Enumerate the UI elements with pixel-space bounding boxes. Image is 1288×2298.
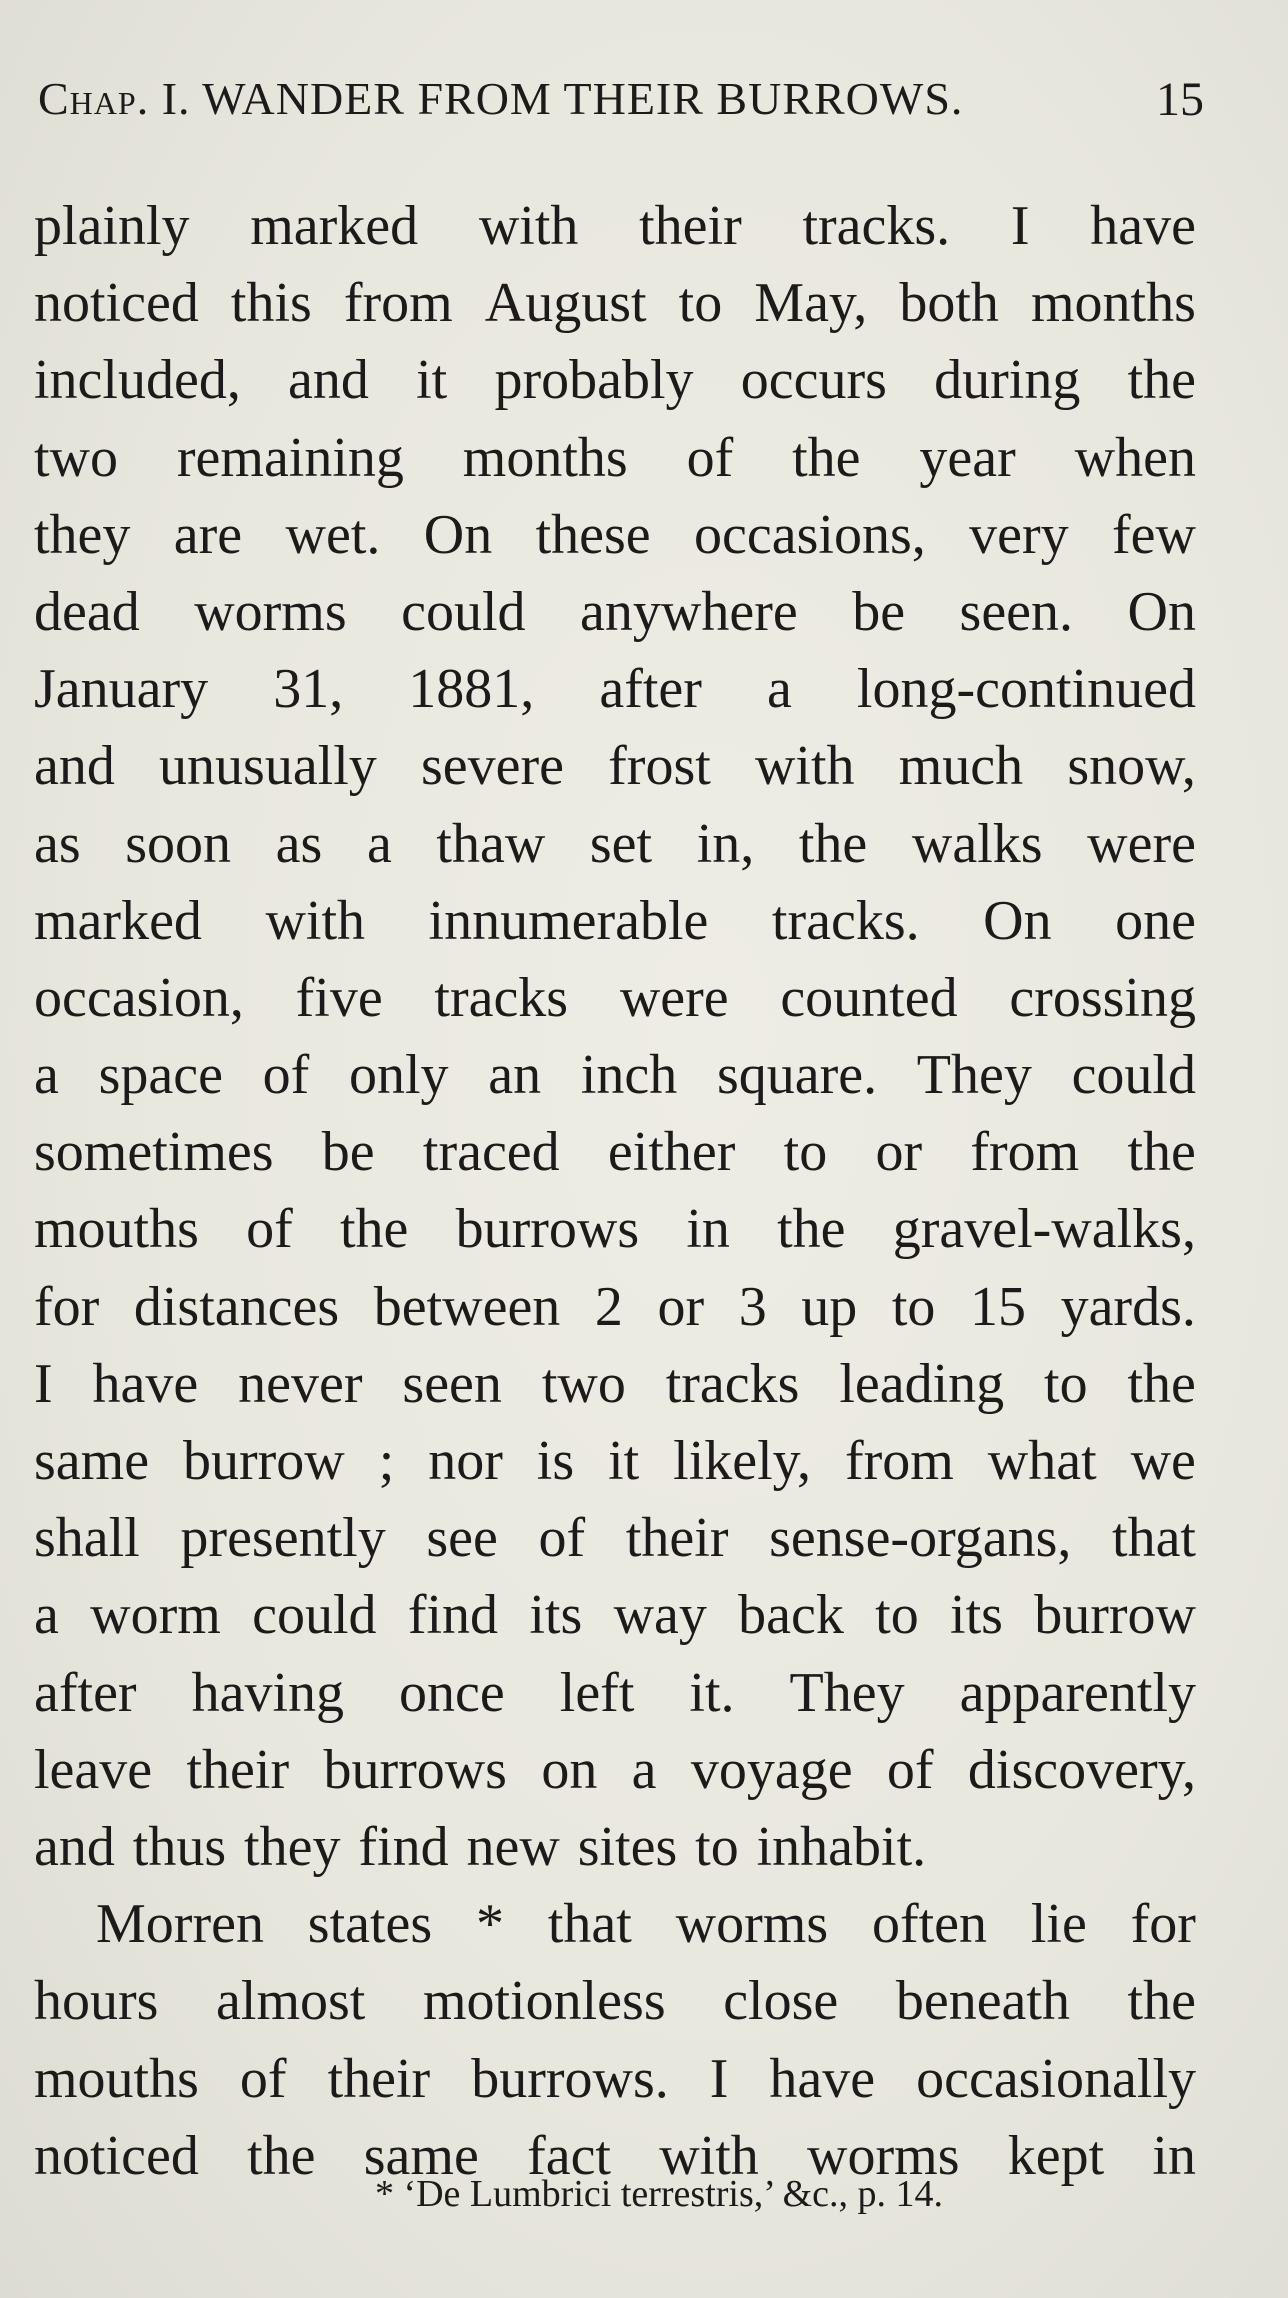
word: could [1071,1044,1196,1107]
text-line [34,1037,1196,1114]
word: noticed [34,272,199,335]
word: are [173,503,243,566]
word: discovery, [967,1738,1196,1801]
word: from [970,1121,1080,1184]
word: between [373,1275,561,1338]
word: have [769,2047,876,2110]
word: burrow [183,1430,345,1492]
word: the [1127,1352,1196,1415]
word: its [950,1584,1003,1647]
word: worms [675,1893,829,1956]
text-line [34,265,1196,342]
word: year [919,426,1016,489]
word: be [852,580,906,643]
word: as [275,812,323,875]
word: its [529,1584,583,1647]
word: fact [527,2124,611,2187]
word: likely, [673,1430,812,1492]
word: way [613,1584,707,1647]
word: two [34,426,118,489]
word: They [789,1661,905,1724]
word: we [1130,1430,1196,1492]
text-line [34,497,1196,574]
text-line [34,1577,1196,1654]
word: remaining [176,426,404,489]
word: to [695,1815,739,1878]
word: their [639,195,742,257]
text-line [34,1963,1196,2040]
word: severe [420,735,564,798]
word: only [348,1044,449,1107]
word: seen [402,1352,502,1415]
word: mouths [34,2047,199,2110]
word: shall [34,1507,140,1570]
word: this [230,272,312,335]
word: new [466,1815,560,1878]
running-title: Chap. I. WANDER FROM THEIR BURROWS. [38,73,964,124]
word: they [244,1815,341,1878]
word: marked [34,889,202,952]
word: frost [608,735,711,798]
word: snow, [1067,735,1196,798]
text-line [34,1886,1196,1963]
word: motionless [422,1970,666,2033]
word: May, [754,272,868,335]
word: a [366,812,392,875]
word: or [875,1121,923,1184]
word: much [898,735,1024,798]
word: were [1087,812,1196,875]
text-line [34,728,1196,805]
word: traced [422,1121,560,1184]
text-line [34,1114,1196,1191]
text-line [34,1500,1196,1577]
word: left [559,1661,635,1724]
word: marked [250,195,419,257]
word: nor [428,1430,503,1492]
word: could [252,1584,377,1647]
word: occasionally [916,2047,1196,2110]
word: is [536,1430,575,1492]
word: anywhere [580,580,798,643]
word: a [766,658,792,721]
word: the [1127,349,1196,412]
word: burrows [455,1198,640,1261]
word: five [295,966,383,1029]
word: of [262,1044,310,1107]
word: their [625,1507,729,1570]
word: they [34,503,131,566]
word: thus [132,1815,227,1878]
word: to [891,1275,936,1338]
word: their [327,2047,431,2110]
word: unusually [159,735,377,798]
word: or [657,1275,705,1338]
word: 1881, [408,658,535,721]
word: On [1127,580,1196,643]
word: the [247,2124,316,2187]
word: to [678,272,723,335]
word: after [34,1661,137,1724]
text-line [34,1269,1196,1346]
word: when [1074,426,1196,489]
word: crossing [1009,966,1196,1029]
word: inhabit. [756,1815,927,1878]
word: kept [1007,2124,1105,2187]
word: the [777,1198,846,1261]
word: a [631,1738,657,1801]
text-line [34,883,1196,960]
word: have [92,1352,199,1415]
text-line [34,342,1196,419]
word: and [34,735,115,798]
word: find [358,1815,449,1878]
word: burrow [1034,1584,1196,1647]
word: 31, [273,658,344,721]
word: from [844,1430,954,1492]
word: it [416,349,448,412]
text-line [34,1423,1196,1500]
page-number: 15 [1156,73,1204,126]
word: gravel-walks, [892,1198,1196,1261]
word: months [1030,272,1196,335]
word: see [426,1507,498,1570]
word: set [589,812,653,875]
word: August [484,272,647,335]
word: close [723,1970,839,2033]
word: that [1112,1507,1196,1570]
word: states [307,1893,433,1956]
word: thaw [436,812,546,875]
word: dead [34,580,140,643]
word: to [783,1121,828,1184]
word: as [34,812,81,875]
word: up [801,1275,858,1338]
word: and [34,1815,115,1878]
word: both [899,272,999,335]
word: once [399,1661,505,1724]
word: occasions, [694,503,926,566]
word: what [987,1430,1097,1492]
word: of [686,426,734,489]
word: hours [34,1970,159,2033]
text-line [34,1809,1196,1886]
word: worm [90,1584,221,1647]
word: with [265,889,365,952]
word: noticed [34,2124,199,2187]
word: voyage [690,1738,853,1801]
word: months [462,426,628,489]
word: for [1130,1893,1196,1956]
word: could [401,580,526,643]
word: find [407,1584,499,1647]
word: sites [577,1815,678,1878]
word: in [1152,2124,1196,2187]
word: walks [911,812,1043,875]
text-line [34,574,1196,651]
word: worms [807,2124,960,2187]
footnote: * ‘De Lumbrici terrestris,’ &c., p. 14. [374,2173,944,2215]
word: the [1127,1121,1196,1184]
word: during [934,349,1081,412]
word: almost [216,1970,366,2033]
word: their [186,1738,290,1801]
word: in [686,1198,730,1261]
word: wet. [285,503,381,566]
word: never [238,1352,363,1415]
word: a [34,1584,59,1647]
word: long-continued [856,658,1196,721]
word: 2 [594,1275,623,1338]
word: worms [194,580,347,643]
word: On [423,503,493,566]
word: 3 [738,1275,767,1338]
running-head [38,72,1204,142]
word: the [1127,1970,1196,2033]
word: from [343,272,453,335]
text-line [34,806,1196,883]
word: the [339,1198,409,1261]
word: the [792,426,861,489]
word: after [599,658,702,721]
word: space [98,1044,223,1107]
text-line [34,420,1196,497]
word: tracks [434,966,569,1029]
word: a [34,1044,59,1107]
word: I [709,2047,729,2110]
word: were [619,966,729,1029]
word: to [1044,1352,1088,1415]
word: included, [34,349,241,412]
word: same [363,2124,479,2187]
word: lie [1030,1893,1087,1956]
word: soon [125,812,232,875]
word: occasion, [34,966,244,1029]
word: sometimes [34,1121,274,1184]
word: and [288,349,369,412]
word: burrows. [471,2047,669,2110]
word: square. [716,1044,878,1107]
text-line [34,651,1196,728]
word: it. [689,1661,735,1724]
text-line [34,1191,1196,1268]
word: * [476,1893,505,1956]
word: of [886,1738,934,1801]
text-line [34,1655,1196,1732]
word: sense-organs, [769,1507,1072,1570]
word: one [1115,889,1196,952]
word: of [246,1198,293,1261]
word: apparently [959,1661,1196,1724]
word: probably [494,349,694,412]
word: They [916,1044,1032,1107]
word: occurs [740,349,887,412]
word: having [191,1661,345,1724]
word: have [1090,195,1196,257]
word: few [1112,503,1196,566]
word: with [478,195,579,257]
word: with [754,735,855,798]
word: back [738,1584,844,1647]
text-line [34,188,1196,265]
word: in, [696,812,755,875]
word: plainly [34,195,190,257]
word: be [321,1121,375,1184]
word: it [608,1430,640,1492]
word: ; [378,1430,395,1492]
word: counted [780,966,958,1029]
body-text [34,188,1196,2195]
word: presently [180,1507,386,1570]
word: tracks. [771,889,920,952]
word: of [239,2047,287,2110]
word: of [538,1507,586,1570]
word: on [541,1738,598,1801]
text-line [34,960,1196,1037]
text-line [34,2041,1196,2118]
word: burrows [323,1738,507,1801]
word: that [547,1893,632,1956]
word: I [34,1352,53,1415]
word: distances [133,1275,340,1338]
word: yards. [1060,1275,1196,1338]
word: inch [580,1044,678,1107]
word: either [607,1121,736,1184]
text-line [34,1346,1196,1423]
word: to [875,1584,919,1647]
word: leave [34,1738,153,1801]
word: two [541,1352,626,1415]
word: leading [839,1352,1005,1415]
word: seen. [959,580,1074,643]
word: same [34,1430,150,1492]
word: the [798,812,868,875]
word: On [983,889,1052,952]
word: for [34,1275,100,1338]
word: I [1010,195,1030,257]
word: Morren [96,1893,264,1956]
word: with [659,2124,759,2187]
word: tracks [665,1352,800,1415]
word: January [34,658,209,721]
word: beneath [895,1970,1070,2033]
word: tracks. [802,195,951,257]
word: these [535,503,651,566]
word: mouths [34,1198,199,1261]
word: an [488,1044,542,1107]
text-line [34,1732,1196,1809]
word: very [969,503,1069,566]
word: innumerable [428,889,709,952]
word: 15 [970,1275,1026,1338]
word: often [871,1893,988,1956]
